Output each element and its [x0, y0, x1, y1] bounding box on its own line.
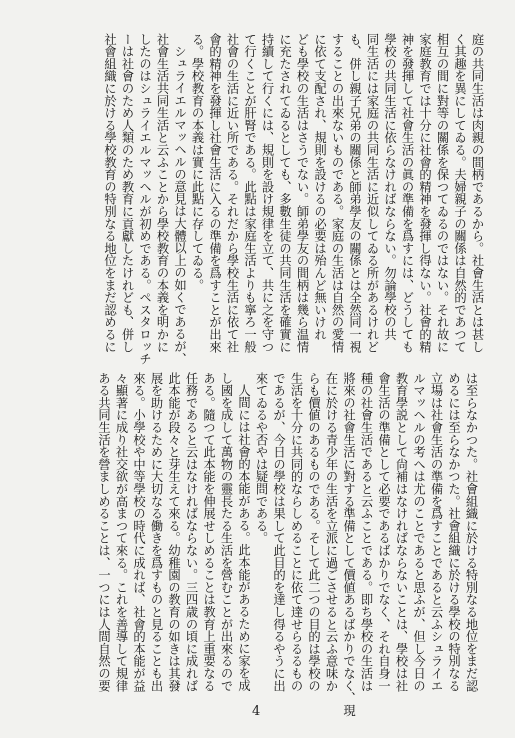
paragraph-start-column: シュライエルマッヘルの意見は大體以上の如くであるが、: [172, 45, 187, 366]
text-column: は至らなかつた。社會組織に於ける特別なる地位をまだ認: [464, 372, 478, 692]
text-column: ある共同生活を營ましめることは、一つには人間自然の要: [96, 372, 111, 692]
text-column: し國を成して萬物の靈長たる生活を營むことが出來るので: [219, 372, 233, 692]
text-column: る。學校教育の本義は實に此點に存してゐる。: [190, 33, 204, 292]
text-column: することの出來ないものである。家庭の生活は自然の愛情: [330, 33, 344, 353]
text-column: に充たされてゐるとしても、多數生徒の共同生活を確實に: [277, 33, 292, 353]
text-column: 學校の共同生活に依らなければならない。勿論學校の共: [382, 33, 397, 341]
text-column: 相互の間に對等の關係を保つてゐるのではない。それ故に: [435, 33, 449, 353]
text-column: 將來の社會生活に對する準備として價値あるばかりでなく、現: [341, 372, 356, 717]
text-column: であるが、今日の學校は果して此目的を達し得るやうに出: [271, 372, 286, 692]
text-column: 生活を十分に共同的ならしめることに依て達せらるるもの: [289, 372, 303, 692]
text-column: て行くことが肝腎である。此點は家庭生活よりも寧ろ一般: [242, 33, 257, 353]
text-column: 々顯著に成り社交欲が高まつて來る。これを善導して規律: [114, 372, 128, 692]
text-column: 庭の共同生活は肉親の間柄であるから。社會生活とは甚し: [470, 33, 484, 353]
text-column: 社會生活共同生活と云ふことから學校教育の本義を明かに: [155, 33, 169, 353]
text-column: ある。隨つて此本能を伸展せしめることは教育上重要なる: [201, 372, 216, 692]
text-column: 社會の生活に近い所である。それだから學校生活に依て社: [225, 33, 239, 353]
text-column: 此本能が段々と芽生えて來る。幼稚園の教育の如きは其發: [166, 372, 181, 692]
text-column: 在に於ける青少年の生活を立派に過ごさせると云ふ意味か: [324, 372, 338, 692]
text-column: 來てゐるや否やは疑問である。: [254, 372, 268, 545]
text-column: 家庭教育では十分に社會的精神を發揮し得ない。社會的精: [417, 33, 432, 353]
text-column: 神を發揮して社會生活の眞の準備を爲すには、どうしても: [400, 33, 414, 353]
text-column: ども學校の生活はさうでない。師弟學友の間柄は幾ら温情: [295, 33, 309, 353]
text-column: 種の社會生活であると云ふことである。即ち學校の生活は: [359, 372, 373, 692]
text-column: 會生活の準備として必要であるばかりでなく、それ自身一: [376, 372, 391, 692]
paragraph-start-column: 人間には社會的本能がある。此本能があるために家を成: [236, 384, 251, 692]
text-column: も、併し親子兄弟の關係と師弟學友の關係とは全然同一視: [347, 33, 362, 353]
text-column: 任務であると云はなければならない。三四歳の頃に成れば: [184, 372, 198, 692]
text-column: したのはシュライエルマッヘルが初めである。ペスタロッチ: [137, 33, 152, 366]
lower-text-block: [94, 372, 479, 717]
text-column: ルマッヘルの考へは尤のことであると思ふが、但し今日の: [411, 372, 426, 692]
text-column: 同生活には家庭の共同生活に近似してゐる所があるけれど: [365, 33, 379, 353]
page-number: 4: [252, 704, 261, 719]
text-column: に依て支配され、規則を設けるの必要は殆んど無いけれ: [312, 33, 327, 341]
text-column: ーは社會のため人類のため教育に貢獻したけれども、併し: [120, 33, 134, 353]
text-column: 社會組織に於ける學校教育の特別なる地位をまだ認めるに: [102, 33, 117, 353]
text-column: 教育學説として尙補はなければならないことは、學校は社: [394, 372, 408, 692]
text-column: 來る。小學校や中等學校の時代に成れば、社會的本能が益: [131, 372, 146, 692]
upper-text-block: [100, 33, 485, 371]
text-column: く其趣を異にしてゐる。夫婦親子の關係は自然的であつて: [452, 33, 467, 353]
text-column: 立場は社會生活の準備を爲すことであると云ふシュライエ: [429, 372, 443, 692]
text-column: 持續して行くには、規則を設け規律を立て、共に之を守つ: [260, 33, 274, 353]
text-column: らも價値のあるものである。そして此二つの目的は學校の: [306, 372, 321, 692]
text-column: 展を助けるために大切なる働きを爲すものと見ることも出: [149, 372, 163, 692]
text-column: めるには至らなかつた。社會組織に於ける學校の特別なる: [446, 372, 461, 692]
text-column: 會的精神を發揮し社會生活に入るの準備を爲すことが出來: [207, 33, 222, 353]
